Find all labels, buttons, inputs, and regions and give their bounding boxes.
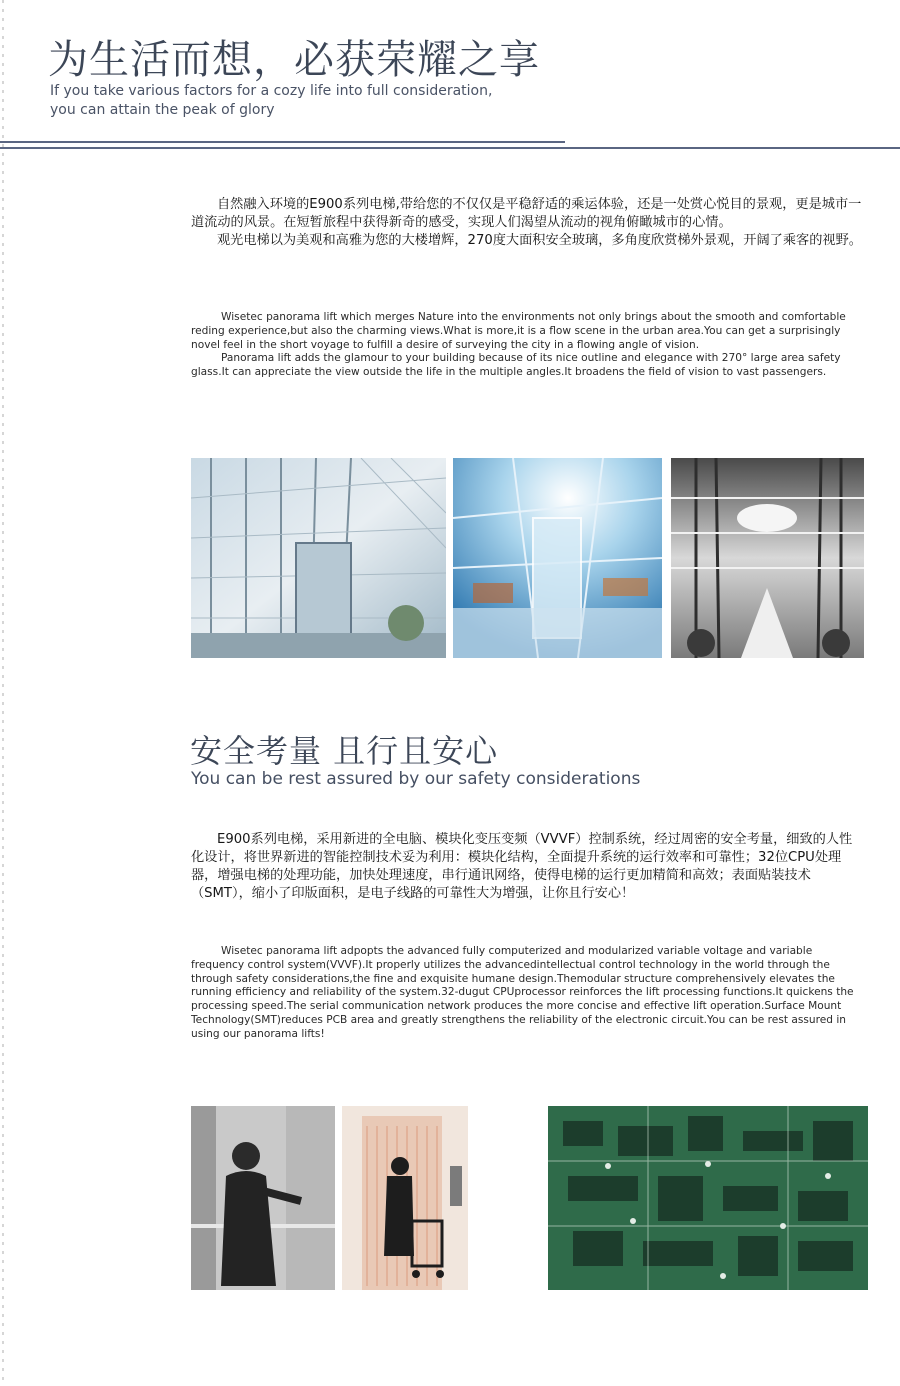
header-rule-long bbox=[0, 147, 900, 149]
photo-person-with-trolley bbox=[342, 1106, 468, 1290]
section2-chinese-text bbox=[191, 831, 864, 903]
page-edge-dashes bbox=[2, 0, 4, 1386]
header-rule-short bbox=[0, 141, 565, 143]
section1-subtitle-line2: you can attain the peak of glory bbox=[50, 102, 275, 118]
section1-cn-paragraph-2: 观光电梯以为美观和高雅为您的大楼增辉，270度大面积安全玻璃，多角度欣赏梯外景观，开阔了乘客的视野。 bbox=[217, 233, 862, 248]
section1-en-paragraph-2: Panorama lift adds the glamour to your building because of its nice outline and elegance with 270° large area safety glass.It can appreciate the view outside the life in the multiple angles.It broadens the field of vision to vast passengers. bbox=[191, 352, 841, 379]
section2-subtitle: You can be rest assured by our safety considerations bbox=[191, 769, 641, 789]
section1-cn-paragraph-1: 自然融入环境的E900系列电梯,带给您的不仅仅是平稳舒适的乘运体验，还是一处赏心悦目的景观，更是城市一道流动的风景。在短暂旅程中获得新奇的感受，实现人们渴望从流动的视角俯瞰城市的心情。 bbox=[191, 197, 862, 230]
section2-title: 安全考量 且行且安心 bbox=[190, 732, 499, 770]
section2-english-text bbox=[191, 945, 864, 1042]
section1-chinese-text bbox=[191, 196, 864, 250]
photo-circuit-board bbox=[548, 1106, 868, 1290]
section1-title: 为生活而想，必获荣耀之享 bbox=[48, 37, 540, 83]
section2-cn-paragraph: E900系列电梯，采用新进的全电脑、模块化变压变频（VVVF）控制系统，经过周密的安全考量，细致的人性化设计，将世界新进的智能控制技术妥为利用：模块化结构，全面提升系统的运行效率和可靠性；32位CPU处理器，增强电梯的处理功能，加快处理速度，串行通讯网络，使得电梯的运行更加精简和高效；表面贴装技术（SMT），缩小了印版面积，是电子线路的可靠性大为增强，让你且行安心！ bbox=[191, 832, 853, 901]
photo-atrium-interior bbox=[671, 458, 864, 658]
section1-subtitle-line1: If you take various factors for a cozy life into full consideration, bbox=[50, 83, 493, 99]
section1-english-text bbox=[191, 311, 864, 380]
photo-woman-in-lift bbox=[191, 1106, 335, 1290]
photo-glass-lift-atrium bbox=[191, 458, 446, 658]
photo-lift-shaft-view bbox=[453, 458, 662, 658]
section1-en-paragraph-1: Wisetec panorama lift which merges Nature into the environments not only brings about the smooth and comfortable reding experience,but also the charming views.What is more,it is a flow scene in the urban area.You can get a surprisingly novel feel in the short voyage to fulfill a desire of surveying the city in a flowing angle of vision. bbox=[191, 311, 846, 351]
section2-en-paragraph: Wisetec panorama lift adpopts the advanced fully computerized and modularized variable voltage and variable frequency control system(VVVF).It properly utilizes the advancedintellectual control technology in the world through the through safety considerations,the fine and exquisite humane design.Themodular structure comprehensively elevates the running efficiency and reliability of the system.32-dugut CPUprocessor reinforces the lift processing functions.It quickens the processing speed.The serial communication network produces the more concise and effective lift operation.Surface Mount Technology(SMT)reduces PCB area and greatly strengthens the reliability of the electronic circuit.You can be rest assured in using our panorama lifts! bbox=[191, 945, 854, 1040]
section1-subtitle bbox=[50, 82, 570, 120]
